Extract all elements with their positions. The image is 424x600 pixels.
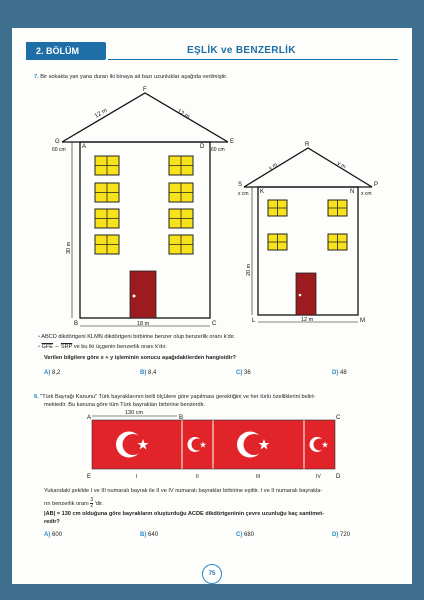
q8-number: 8. — [34, 394, 39, 400]
svg-text:18 m: 18 m — [137, 321, 150, 327]
q8-question-2: redir? — [44, 519, 60, 525]
page-title: EŞLİK ve BENZERLİK — [187, 45, 296, 56]
svg-text:I: I — [136, 474, 138, 480]
q8-option-d[interactable]: D) 720 — [332, 532, 351, 538]
q7-option-c[interactable]: C) 36 — [236, 370, 251, 376]
svg-text:12 m: 12 m — [175, 108, 191, 121]
svg-text:S: S — [238, 182, 243, 188]
svg-text:x cm: x cm — [361, 191, 372, 197]
triangle-gfe: $\overline{GFE}$ — [41, 344, 54, 350]
svg-text:x cm: x cm — [238, 191, 249, 197]
svg-text:P: P — [374, 182, 379, 188]
svg-text:D: D — [336, 474, 341, 480]
header-divider — [108, 59, 398, 60]
svg-text:L: L — [252, 318, 256, 324]
small-house-windows — [268, 200, 347, 250]
q8-text-3: Yukarıdaki şekilde I ve III numaralı bayrak ile II ve IV numaralı bayraklar birbirine eşittir. I ve II numaralı bayrakla- — [44, 488, 323, 494]
svg-text:III: III — [256, 474, 261, 480]
svg-text:N: N — [350, 189, 355, 195]
chapter-label: 2. BÖLÜM — [26, 42, 106, 60]
svg-text:II: II — [196, 474, 199, 480]
q7-bullet-2 — [38, 344, 167, 351]
q8-text-2: mektedir. Bu kanuna göre tüm Türk bayrakları birbirine benzerdir. — [44, 402, 205, 408]
q8-intro — [34, 394, 316, 401]
bullet-icon: • — [38, 344, 40, 350]
big-house — [62, 93, 228, 326]
q8-option-b[interactable]: B) 640 — [140, 532, 159, 538]
q7-option-d[interactable]: D) 48 — [332, 370, 347, 376]
q7-option-a[interactable]: A) 8,2 — [44, 370, 61, 376]
svg-text:12 m: 12 m — [93, 107, 109, 120]
svg-text:130 cm: 130 cm — [125, 410, 144, 416]
svg-text:R: R — [305, 142, 310, 148]
svg-text:60 cm: 60 cm — [52, 147, 66, 153]
svg-text:D: D — [200, 144, 205, 150]
q7-bullet-1-text: ABCD dikdörtgeni KLMN dikdörtgeni birbirine benzer olup benzerlik oranı k'dır. — [41, 334, 236, 340]
q8-option-a[interactable]: A) 600 — [44, 532, 63, 538]
big-house-door — [130, 271, 156, 318]
similar-symbol: ∼ — [54, 344, 60, 350]
svg-text:A: A — [82, 144, 87, 150]
svg-text:B: B — [179, 415, 184, 421]
q8-question-1: |AB| = 130 cm olduğuna göre bayrakların oluşturduğu ACDE dikdörtgeninin çevre uzunluğu kaç santimet- — [44, 511, 325, 517]
svg-text:y m: y m — [335, 160, 347, 171]
bullet-icon: • — [38, 334, 40, 340]
ratio-fraction: $\frac{3}{2}$ — [90, 497, 94, 509]
svg-text:E: E — [87, 474, 92, 480]
q8-option-c[interactable]: C) 680 — [236, 532, 255, 538]
flags-figure — [12, 408, 412, 480]
page-number: 75 — [202, 564, 222, 584]
big-house-windows — [95, 156, 193, 254]
svg-text:M: M — [360, 318, 365, 324]
svg-text:F: F — [143, 87, 147, 93]
q8-text-4: rın benzerlik oranı $\frac{3}{2}$ 'dir. — [44, 497, 104, 509]
worksheet-page — [12, 28, 412, 584]
q7-question: Verilen bilgilere göre x + y işleminin sonucu aşağıdakilerden hangisidir? — [44, 355, 236, 361]
q7-text: Bir sokakta yan yana duran iki binaya ait bazı uzunluklar aşağıda verilmiştir. — [40, 74, 228, 80]
q7-number: 7. — [34, 74, 39, 80]
q7-bullet-2-text: ve bu iki üçgenin benzerlik oranı k'dır. — [73, 344, 167, 350]
svg-text:A: A — [87, 415, 92, 421]
q7-intro — [34, 74, 227, 81]
svg-text:B: B — [74, 321, 79, 327]
svg-text:E: E — [230, 139, 235, 145]
svg-text:30 m: 30 m — [66, 241, 72, 254]
svg-text:IV: IV — [316, 474, 321, 480]
svg-text:C: C — [212, 321, 217, 327]
svg-text:20 m: 20 m — [246, 263, 252, 276]
small-house-door — [296, 273, 316, 315]
q7-bullet-1 — [38, 334, 235, 341]
houses-figure — [12, 84, 412, 329]
page-header — [12, 42, 412, 62]
svg-text:60 cm: 60 cm — [211, 147, 225, 153]
svg-text:C: C — [336, 415, 341, 421]
svg-text:G: G — [55, 139, 60, 145]
svg-text:y m: y m — [267, 162, 279, 172]
small-house — [244, 148, 372, 322]
triangle-srp: $\overline{SRP}$ — [60, 344, 73, 350]
svg-text:K: K — [260, 189, 265, 195]
svg-text:12 m: 12 m — [301, 317, 314, 323]
q7-option-b[interactable]: B) 8,4 — [140, 370, 157, 376]
q8-text-1: "Türk Bayrağı Kanunu" Türk bayraklarının belli ölçülere göre yapılması gerektiğini ve her türlü özelliklerini belirt- — [40, 394, 316, 400]
